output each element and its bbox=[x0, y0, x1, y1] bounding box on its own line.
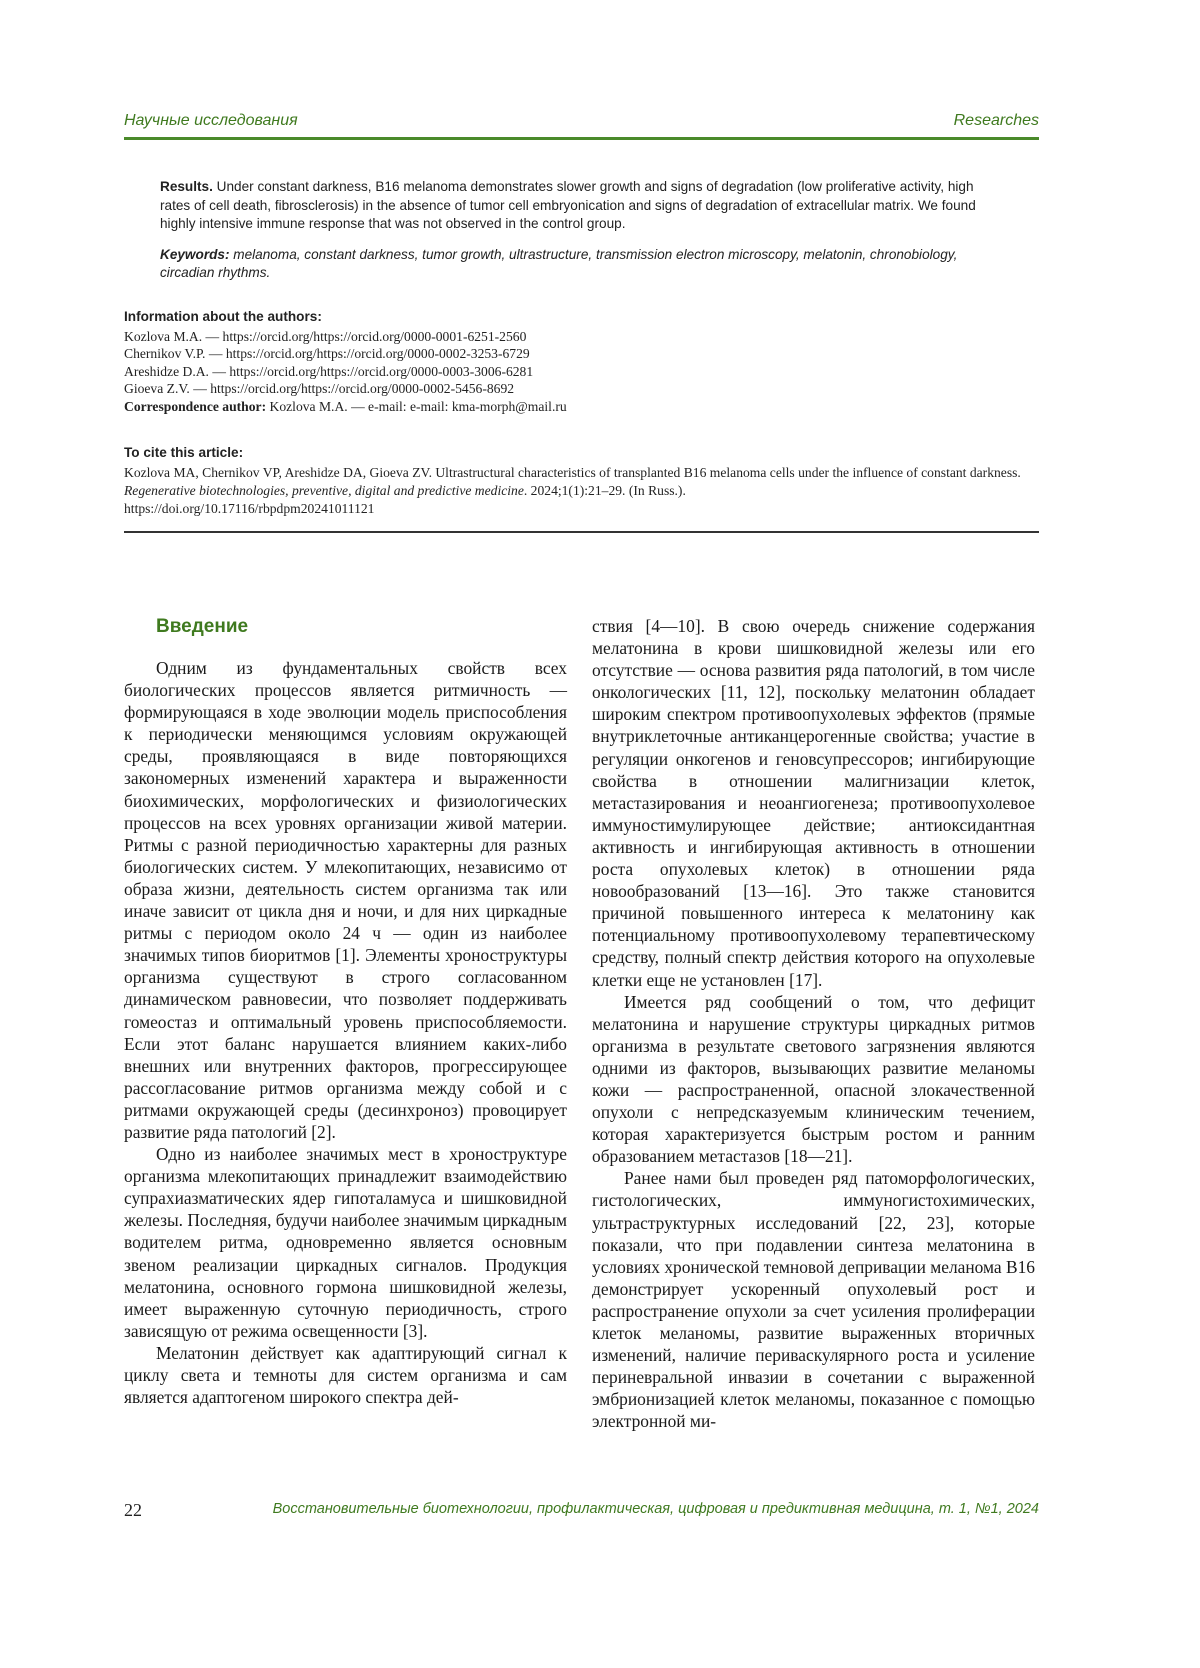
abstract-keywords bbox=[160, 246, 1005, 283]
header-divider bbox=[124, 137, 1039, 140]
authors-heading: Information about the authors: bbox=[124, 309, 322, 324]
results-label: Results. bbox=[160, 179, 213, 194]
correspondence-line bbox=[124, 398, 1039, 416]
correspondence-text: Kozlova M.A. — e-mail: e-mail: kma-morph@mail.ru bbox=[269, 398, 567, 414]
body-column-left bbox=[124, 615, 567, 1408]
citation-heading: To cite this article: bbox=[124, 445, 244, 460]
body-paragraph: Одно из наиболее значимых мест в хроноструктуре организма млекопитающих принадлежит взаимодействию супрахиазматических ядер гипоталамуса и шишковидной железы. Последняя, будучи наиболее значимым циркадным водителем ритма, одновременно является основным звеном реализации циркадных сигналов. Продукция мелатонина, основного гормона шишковидной железы, имеет выраженную суточную периодичность, строго зависящую от режима освещенности [3]. bbox=[124, 1144, 567, 1341]
citation-authors-title: Kozlova MA, Chernikov VP, Areshidze DA, Gioeva ZV. Ultrastructural characteristics of transplanted B16 melanoma cells under the influence of constant darkness. bbox=[124, 465, 1021, 480]
citation-volume: . 2024;1(1):21–29. (In Russ.). bbox=[523, 483, 686, 498]
body-paragraph-continued: ствия [4—10]. В свою очередь снижение содержания мелатонина в крови шишковидной железы или его отсутствие — основа развития ряда патологий, в том числе онкологических [11, 12], поскольку мелатонин обладает широким спектром противоопухолевых эффектов (прямые внутриклеточные антиканцерогенные свойства; участие в регуляции онкогенов и геновсупрессоров; ингибирующие свойства в отношении малигнизации клеток, метастазирования и неоангиогенеза; противоопухолевое иммуностимулирующее действие; антиоксидантная активность и ингибирующая активность в отношении роста опухолевых клеток) в отношении ряда новообразований [13—16]. Это также становится причиной повышенного интереса к мелатонину как потенциальному противоопухолевому терапевтическому средству, полный спектр действия которого на опухолевые клетки еще не установлен [17]. bbox=[592, 616, 1035, 990]
author-line: Gioeva Z.V. — https://orcid.org/https://orcid.org/0000-0002-5456-8692 bbox=[124, 381, 515, 397]
citation-doi: https://doi.org/10.17116/rbpdpm20241011121 bbox=[124, 501, 375, 516]
abstract-results bbox=[160, 178, 1005, 234]
citation-divider bbox=[124, 531, 1039, 533]
body-paragraph: Одним из фундаментальных свойств всех биологических процессов является ритмичность — формирующаяся в ходе эволюции модель приспособления к периодически меняющимся условиям окружающей среды, проявляющаяся в виде повторяющихся закономерных изменений характера и выраженности биохимических, морфологических и физиологических процессов на всех уровнях организации живой материи. Ритмы с разной периодичностью характерны для разных биологических систем. У млекопитающих, независимо от образа жизни, деятельность систем организма так или иначе зависит от цикла дня и ночи, и для них циркадные ритмы с периодом около 24 ч — один из наиболее значимых типов биоритмов [1]. Элементы хроноструктуры организма существуют в строго согласованном динамическом равновесии, что позволяет поддерживать гомеостаз и оптимальный уровень приспособляемости. Если этот баланс нарушается влиянием каких-либо внешних или внутренних факторов, прогрессирующее рассогласование ритмов организма между собой и с ритмами окружающей среды (десинхроноз) провоцирует развитие ряда патологий [2]. bbox=[124, 658, 567, 1142]
header-section-en: Researches bbox=[953, 112, 1039, 129]
keywords-text: melanoma, constant darkness, tumor growth, ultrastructure, transmission electron microscopy, melatonin, chronobiology, circadian rhythms. bbox=[160, 246, 958, 280]
author-line: Areshidze D.A. — https://orcid.org/https://orcid.org/0000-0003-3006-6281 bbox=[124, 363, 534, 379]
page-number: 22 bbox=[124, 1500, 142, 1520]
correspondence-label: Correspondence author: bbox=[124, 398, 267, 414]
abstract-block bbox=[160, 178, 1005, 295]
body-paragraph: Имеется ряд сообщений о том, что дефицит мелатонина и нарушение структуры циркадных ритмов организма в результате светового загрязнения являются одними из факторов, вызывающих развитие меланомы кожи — распространенной, опасной злокачественной опухоли с непредсказуемым клиническим течением, которая характеризуется быстрым ростом и ранним образованием метастазов [18—21]. bbox=[592, 991, 1035, 1167]
footer-journal-title: Восстановительные биотехнологии, профилактическая, цифровая и предиктивная медицина, т. 1, №1, 2024 bbox=[272, 1501, 1039, 1517]
header-section-ru: Научные исследования bbox=[124, 112, 298, 129]
citation-text bbox=[124, 464, 1039, 500]
body-column-right bbox=[592, 615, 1035, 1432]
keywords-label: Keywords: bbox=[160, 246, 230, 262]
section-title: Введение bbox=[156, 616, 249, 637]
body-paragraph: Мелатонин действует как адаптирующий сигнал к циклу света и темноты для систем организма и сам является адаптогеном широкого спектра дей- bbox=[124, 1342, 567, 1408]
author-line: Chernikov V.P. — https://orcid.org/https://orcid.org/0000-0002-3253-6729 bbox=[124, 346, 530, 362]
running-header bbox=[124, 112, 1039, 138]
results-text: Under constant darkness, B16 melanoma demonstrates slower growth and signs of degradation (low proliferative activity, high rates of cell death, fibrosclerosis) in the absence of tumor cell embryonication and signs of degradation of extracellular matrix. We found highly intensive immune response that was not observed in the control group. bbox=[160, 179, 976, 231]
body-paragraph: Ранее нами был проведен ряд патоморфологических, гистологических, иммуногистохимических, ультраструктурных исследований [22, 23], которые показали, что при подавлении синтеза мелатонина в условиях хронической темновой депривации меланома B16 демонстрирует ускоренный опухолевый рост и распространение опухоли за счет усиления пролиферации клеток меланомы, развитие выраженных вторичных изменений, наличие периваскулярного роста и усиление периневральной инвазии в сочетании с выраженной эмбрионизацией клеток меланомы, показанное с помощью электронной ми- bbox=[592, 1168, 1035, 1432]
citation-block bbox=[124, 444, 1039, 518]
authors-info bbox=[124, 308, 1039, 416]
citation-journal: Regenerative biotechnologies, preventive, digital and predictive medicine bbox=[124, 483, 524, 498]
author-line: Kozlova M.A. — https://orcid.org/https://orcid.org/0000-0001-6251-2560 bbox=[124, 328, 527, 344]
